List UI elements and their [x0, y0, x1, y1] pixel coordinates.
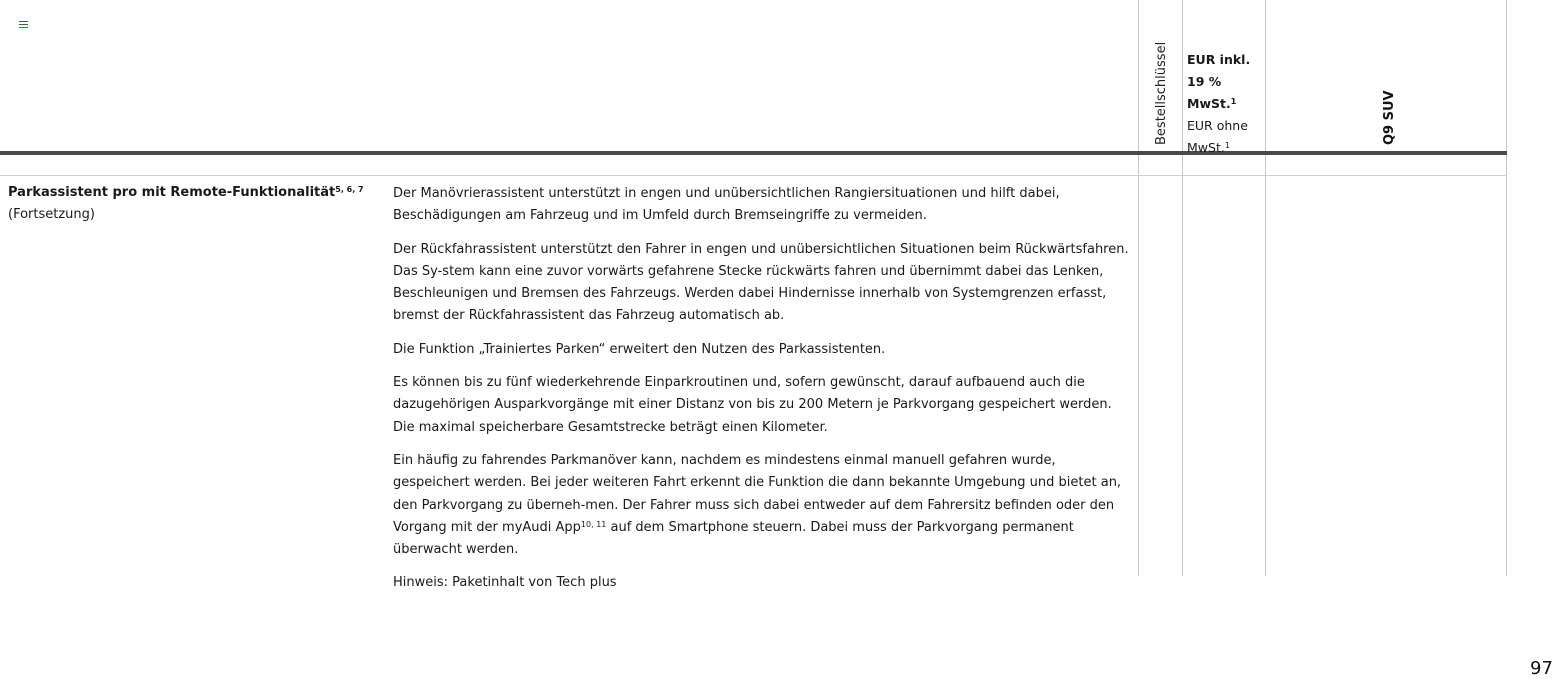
description-paragraph: Es können bis zu fünf wiederkehrende Einparkroutinen und, sofern gewünscht, darauf aufbauend auch die dazugehörigen Ausparkvorgänge mit einer Distanz von bis zu 200 Metern je Parkvorgang gespeichert werden. Die maximal speicherbare Gesamtstrecke beträgt einen Kilometer.	[393, 375, 1112, 435]
continuation-label: (Fortsetzung)	[8, 207, 95, 222]
description-paragraph: Der Rückfahrassistent unterstützt den Fahrer in engen und unübersichtlichen Situationen beim Rückwärtsfahren. Das Sy-stem kann eine zuvor vorwärts gefahrene Stecke rückwärts fahren und übernimmt dabei das Lenken, Beschleunigen und Bremsen des Fahrzeugs. Werden dabei Hindernisse innerhalb von Systemgrenzen erfasst, bremst der Rückfahrassistent das Fahrzeug automatisch ab.	[393, 241, 1129, 324]
model-header: Q9 SUV	[1382, 90, 1397, 145]
header-divider	[0, 151, 1507, 155]
description-paragraph: Ein häufig zu fahrendes Parkmanöver kann, nachdem es mindestens einmal manuell gefahren wurde, gespeichert werden. Bei jeder weiteren Fahrt erkennt die Funktion die dann bekannte Umgebung und bietet an, den Parkvorgang zu überneh-men. Der Fahrer muss sich dabei entweder auf dem Fahrersitz befinden oder den Vorgang mit der myAudi App$^{10, 11}$ auf dem Smartphone steuern. Dabei muss der Parkvorgang permanent überwacht werden.	[393, 452, 1122, 558]
menu-icon[interactable]	[19, 21, 28, 28]
description-paragraph: Die Funktion „Trainiertes Parken“ erweitert den Nutzen des Parkassistenten.	[393, 341, 886, 357]
feature-description	[393, 183, 1135, 606]
page-number: 97	[1530, 658, 1553, 679]
price-header: EUR inkl. 19 % MwSt.$^1$ EUR ohne MwSt.$^1$	[1187, 52, 1251, 155]
feature-title: Parkassistent pro mit Remote-Funktionalität$^{5, 6, 7}$ (Fortsetzung)	[8, 182, 388, 226]
column-divider	[1182, 0, 1183, 576]
order-key-header: Bestellschlüssel	[1154, 41, 1169, 145]
column-divider	[1506, 0, 1507, 576]
description-paragraph: Der Manövrierassistent unterstützt in engen und unübersichtlichen Rangiersituationen und hilft dabei, Beschädigungen am Fahrzeug und im Umfeld durch Bremseingriffe zu vermeiden.	[393, 186, 1060, 224]
package-note: Hinweis: Paketinhalt von Tech plus	[393, 575, 617, 591]
row-divider	[0, 175, 1507, 176]
column-divider	[1138, 0, 1139, 576]
